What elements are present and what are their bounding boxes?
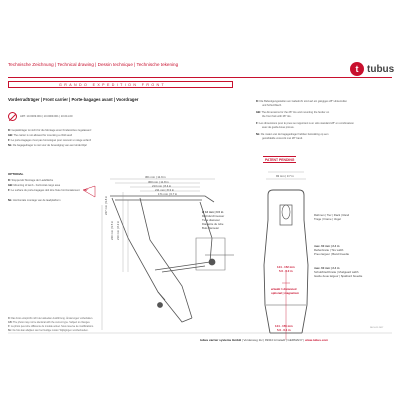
warning-line: GB: The carrier is not allowed for mounting a child seat!: [8, 134, 73, 137]
angle-label: 90°: [84, 188, 89, 192]
optional-line: NL: Horizontale montage van de laadplatform: [8, 199, 61, 202]
dim-label-top-e: 171 mm | 6.7 in: [158, 192, 178, 196]
height-range-label: 144 - 152 mm: [277, 265, 295, 269]
fit-note: GB: The dimensions for the 28" tire and mounting the fender on: [256, 111, 330, 114]
product-name-box: GRANDO EXPEDITION FRONT: [8, 81, 233, 88]
tube-desc: Tube diameter: [202, 218, 220, 222]
rack-label: Rahmen | Tier | Rack | Rand: [314, 213, 350, 217]
footer-company: tubus carrier systems GmbH | Vorderweg 1H | 99310 Arnstadt | GERMANY | www.tubus.com: [200, 338, 328, 342]
footer-note: D: Das Foto entspricht nicht der aktuellen Ausführung. Änderungen vorbehalten.: [8, 317, 93, 320]
footer-note: NL: De foto kan afwijken van het huidige model. Wijzigingen voorbehouden.: [8, 329, 89, 332]
fit-note: F: Les dimensions pour le pneu se rapportent à un vélo standard 28" en combinaison: [256, 122, 354, 125]
dim-label-top-a: 301 mm | 11.9 in: [145, 175, 166, 179]
website-link[interactable]: www.tubus.com: [305, 338, 328, 342]
dim-label-left-a: 247 mm | 9.8 in: [104, 195, 108, 215]
rack-label: Trage | Frame | Vogel: [314, 217, 341, 221]
tire-width-desc: Pneu largeur | Band breedte: [314, 252, 350, 256]
tubus-logo-icon: t: [350, 62, 364, 76]
article-number: ART. 10.0009.004 | 10.0009.001 | 10.011.00: [20, 115, 73, 118]
dim-label-top-c: 213 mm | 8.4 in: [152, 184, 172, 188]
warning-line: NL: De bagagedrager is niet voor de bevestiging van een kinderzitje!: [8, 144, 88, 147]
distance-warning: erlaubt 1 distanced: [271, 287, 297, 291]
fit-note: D: Die Befestigungsstellen am Gabelrohr sind auf ein gängiges 28" Hinterreifen: [256, 100, 348, 103]
mudguard-width-desc: Schutzblechbreite | Mudguard width: [314, 270, 359, 274]
brand-name: tubus: [367, 63, 395, 75]
dim-label-top-b: 300 mm | 11.8 in: [148, 180, 169, 184]
fit-note: gemiddelde voorvork met 28" band.: [262, 137, 303, 140]
bottom-range-label: 144 - 156 mm: [275, 324, 293, 328]
dim-label-top-d: 211 mm | 8.3 in: [155, 188, 175, 192]
product-subtitle: Vorderradträger | Front carrier | Porte-bagages avant | Voordrager: [8, 97, 139, 102]
mudguard-width-desc: Garde-boue largeur | Spatbord breedte: [314, 274, 363, 278]
document-code: DE 10.11.2017: [370, 327, 384, 329]
front-width-label: 93 mm | 3.7 in: [276, 174, 294, 178]
fit-note: avec de garde-boue prévus.: [262, 126, 295, 129]
tube-diameter-label: Ø 12 mm | 0.5 in: [202, 210, 224, 214]
footer-note: F: La photo peut être différente du modèle actuel. Sous réserve de modifications.: [8, 325, 94, 328]
patent-pending-badge: PATENT PENDING: [265, 157, 295, 162]
warning-line: D: Gepäckträger ist nicht für die Montage einer Kindersitzes zugelassen!: [8, 129, 92, 132]
optional-line: GB: Mounting of lamb - horizontal cargo area: [8, 184, 61, 187]
optional-heading: OPTIONAL: [8, 172, 24, 176]
tube-desc: Rohrdurchmesser: [202, 214, 225, 218]
fit-note: NL: De maten van de bagagedrager hebben betrekking op een: [256, 133, 329, 136]
mudguard-width-heading: max. 60 mm | 2.4 in: [314, 266, 340, 270]
fit-note: the front fork with 28" tire.: [262, 115, 292, 118]
fit-note: und Schutzblech.: [262, 104, 282, 107]
bottom-range-label: 5.6 - 6.1 in: [277, 328, 291, 332]
page-title: Technische Zeichnung | Technical drawing | Dessin technique | Technische tekening: [8, 62, 179, 67]
warning-line: F: Le porte-bagages n'est pas homologué pour recevoir un siège enfant!: [8, 139, 92, 142]
optional-line: F: Le surface du porte-bagages doit être fixée horizontalement: [8, 189, 80, 192]
dim-label-left-c: 210 mm | 8.3 in: [116, 220, 120, 240]
tire-width-heading: max. 60 mm | 2.4 in: [314, 244, 340, 248]
height-range-label: 5.6 - 6.0 in: [279, 269, 293, 273]
tube-desc: Diamètre du tube: [202, 222, 224, 226]
tire-width-desc: Reifenbreite | Tire width: [314, 248, 344, 252]
optional-line: D: Stoppersitz Montage der Ladefläche: [8, 179, 54, 182]
dim-label-left-b: 240 mm | 9.5 in: [110, 220, 114, 240]
footer-note: GB: The photo may not be identical with the current type. Subject to changes.: [8, 321, 91, 324]
tube-desc: Buis diameter: [202, 226, 220, 230]
distance-warning: optional | magnetism: [271, 291, 299, 295]
